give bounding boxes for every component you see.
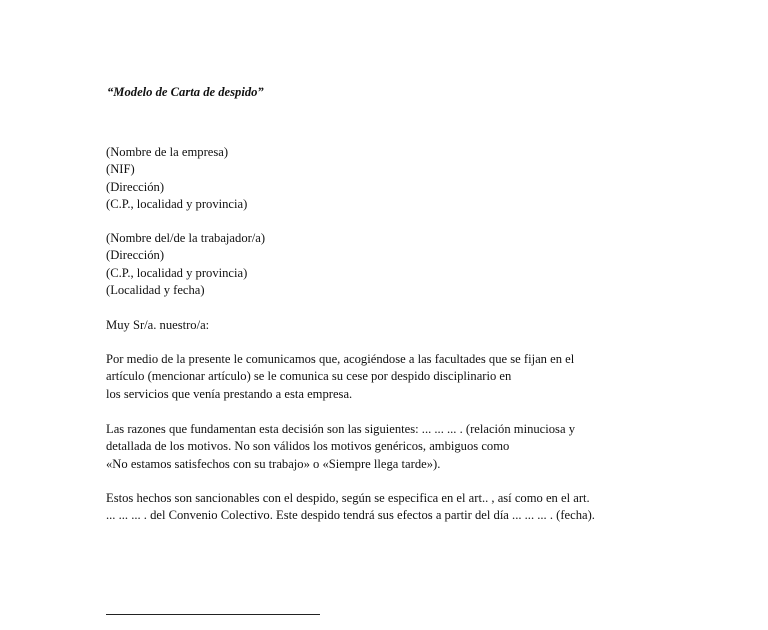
worker-address-line: (Dirección) (106, 248, 165, 263)
salutation (106, 317, 209, 334)
paragraph-line: artículo (mencionar artículo) se le comunica su cese por despido disciplinario en (106, 369, 512, 384)
paragraph-line: «No estamos satisfechos con su trabajo» o «Siempre llega tarde»). (106, 456, 441, 471)
document-title: “Modelo de Carta de despido” (107, 85, 264, 99)
paragraph-reasons (106, 421, 575, 473)
company-address-line: (Dirección) (106, 179, 165, 194)
paragraph-line: Las razones que fundamentan esta decisión son las siguientes: ... ... ... . (relación minuciosa y (106, 422, 575, 436)
company-address-block (106, 144, 247, 214)
paragraph-line: los servicios que venía prestando a esta empresa. (106, 386, 353, 401)
worker-address-block (106, 230, 265, 300)
paragraph-line: Por medio de la presente le comunicamos que, acogiéndose a las facultades que se fijan en el (106, 352, 575, 366)
signature-line (106, 614, 320, 615)
paragraph-line: ... ... ... . del Convenio Colectivo. Este despido tendrá sus efectos a partir del día ... ... ... . (fecha). (106, 508, 595, 523)
company-locality-line: (C.P., localidad y provincia) (106, 197, 248, 212)
paragraph-sanction (106, 490, 595, 525)
paragraph-line: detallada de los motivos. No son válidos los motivos genéricos, ambiguos como (106, 439, 510, 454)
salutation-text: Muy Sr/a. nuestro/a: (106, 318, 210, 332)
place-date-line: (Localidad y fecha) (106, 283, 205, 298)
company-nif-line: (NIF) (106, 162, 135, 177)
company-name-line: (Nombre de la empresa) (106, 145, 229, 159)
paragraph-communication (106, 351, 574, 403)
worker-name-line: (Nombre del/de la trabajador/a) (106, 231, 266, 245)
worker-locality-line: (C.P., localidad y provincia) (106, 265, 248, 280)
paragraph-line: Estos hechos son sancionables con el despido, según se especifica en el art.. , así como en el art. (106, 491, 590, 505)
